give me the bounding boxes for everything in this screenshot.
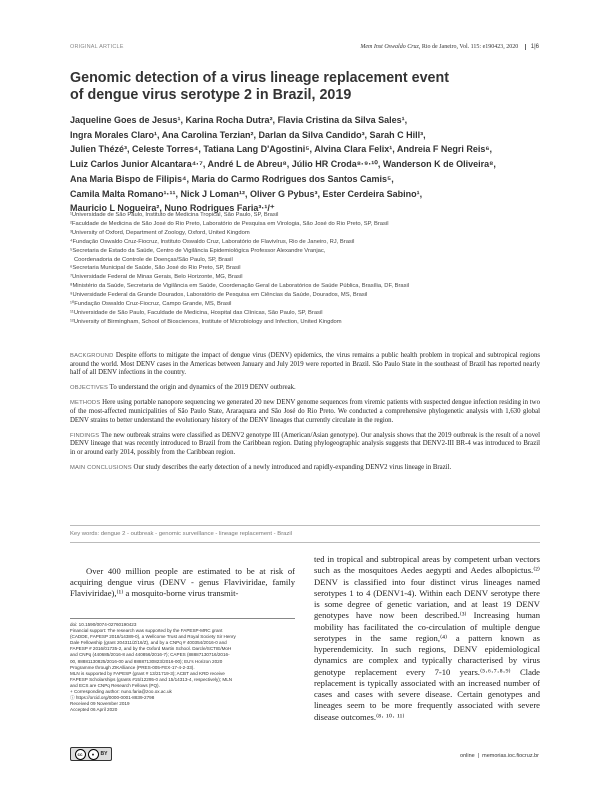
affiliation: ¹Universidade de São Paulo, Instituto de Medicina Tropical, São Paulo, SP, Brasil <box>70 212 279 218</box>
affiliation: ⁸Ministério da Saúde, Secretaria de Vigilância em Saúde, Coordenação Geral de Laboratórios de Saúde Pública, Brasília, DF, Brasil <box>70 283 410 290</box>
corresponding-author-email[interactable]: + Corresponding author: nuno.faria@zoo.ox.ac.uk <box>70 689 172 695</box>
abstract-conclusions: MAIN CONCLUSIONS Our study describes the early detection of a newly introduced and rapidly-expanding DENV2 virus lineage in Brazil. <box>70 463 452 471</box>
citation: Rio de Janeiro, Vol. 115: e190423, 2020 <box>421 44 519 50</box>
footer-url[interactable]: memorias.ioc.fiocruz.br <box>482 753 539 759</box>
running-header <box>360 44 539 50</box>
abstract-findings: FINDINGS The new outbreak strains were classified as DENV2 genotype III (American/Asian genotype). Our analysis shows that the 2019 outbreak is the result of a novel DENV lineage that was recently introduced to Brazil from the Caribbean region. Dating phylogeographic analysis suggests that DENV2-III BR-4 was introduced to Brazil in or around early 2014, possibly from the Caribbean region. <box>70 431 540 456</box>
affiliation: Coordenadoria de Controle de Doenças/São Paulo, SP, Brasil <box>74 256 233 263</box>
footer-label: online <box>460 753 475 759</box>
author-line: Ingra Morales Claro¹, Ana Carolina Terzian², Darlan da Silva Candido³, Sarah C Hill³, <box>70 129 426 140</box>
author-line: Ana Maria Bispo de Filipis⁴, Maria do Carmo Rodrigues dos Santos Camis⁵, <box>70 173 394 184</box>
affiliation: ⁴Fundação Oswaldo Cruz-Fiocruz, Instituto Oswaldo Cruz, Laboratório de Flavivírus, Rio de Janeiro, RJ, Brasil <box>70 238 355 245</box>
keywords: Key words: dengue 2 - outbreak - genomic surveillance - lineage replacement - Brazil <box>70 525 540 543</box>
person-icon: ● <box>88 749 99 760</box>
title-line: Genomic detection of a virus lineage replacement event <box>70 70 449 86</box>
title-line: of dengue virus serotype 2 in Brazil, 2019 <box>70 87 352 103</box>
affiliation: ³University of Oxford, Department of Zoology, Oxford, United Kingdom <box>70 229 250 236</box>
orcid-link[interactable]: ⓘ https://orcid.org/0000-0001-8839-2798 <box>70 695 155 701</box>
footer: online | memorias.ioc.fiocruz.br <box>460 753 539 759</box>
affiliation: ⁷Universidade Federal de Minas Gerais, Belo Horizonte, MG, Brasil <box>70 274 243 281</box>
conclusions-label: MAIN CONCLUSIONS <box>70 464 132 471</box>
methods-label: METHODS <box>70 400 101 407</box>
by-label: BY <box>100 751 108 757</box>
abstract <box>70 352 540 479</box>
abstract-background: BACKGROUND Despite efforts to mitigate the impact of dengue virus (DENV) epidemics, the virus remains a public health problem in tropical and subtropical regions around the world. Most DENV cases in the Americas between January and July 2019 were reported in Brazil. São Paulo State in the southeast of Brazil has reported nearly half of all DENV infections in the country. <box>70 352 540 377</box>
affiliation: ⁹Universidade Federal da Grande Dourados, Laboratório de Pesquisa em Ciências da Saúde, Dourados, MS, Brasil <box>70 292 368 299</box>
affiliations <box>70 211 540 327</box>
article-title <box>70 70 540 104</box>
affiliation: ⁶Secretaria Municipal de Saúde, São José do Rio Preto, SP, Brasil <box>70 265 241 272</box>
page-number: 1|6 <box>525 44 539 50</box>
section-label: ORIGINAL ARTICLE <box>70 44 124 50</box>
affiliation: ¹⁰Fundação Oswaldo Cruz-Fiocruz, Campo Grande, MS, Brasil <box>70 301 232 308</box>
footnotes: doi: 10.1590/0074-02760190423 Financial support: The research was supported by the FAPESP-MRC grant (CADDE, FAPESP 2018/14389-0), a Wellcome Trust and Royal Society Sir Henry Dale Fellowship (grant 204311/Z/16/Z), and by a CNPq # 400354/2016-0 and FAPESP # 2016/01735-2, and by the Oxford Martin School. Darcle/SCTIE/MoH and CNPq (440685/2016-8 and 440856/2016-7); CAPES (88887130716/2016- 00, 88881130825/2016-00 and 88887130823/2016-00); EU's Horizon 2020 Programme through ZIKAlliance (PRES-005-FEX-17-4-2-33). MLN is supported by FAPESP (grant # 13/21719-3); ACBT and KRD receive FAPESP Scholarships (grants #15/12295-0 and 15/14313-4, respectively); MLN and ECS are CNPq Research Fellows (PQ). + Corresponding author: nuno.faria@zoo.ox.ac.uk ⓘ https://orcid.org/0000-0001-8839-2798 Received 09 November 2019 Accepted 06 April 2020 <box>70 618 295 713</box>
author-line: Julien Thézé³, Celeste Torres⁴, Tatiana Lang D'Agostini⁵, Alvina Clara Felix¹, Andreia F Negri Reis⁶, <box>70 144 493 155</box>
author-line: Jaqueline Goes de Jesus¹, Karina Rocha Dutra², Flavia Cristina da Silva Sales¹, <box>70 115 408 125</box>
affiliation: ¹²University of Birmingham, School of Biosciences, Institute of Microbiology and Infection, United Kingdom <box>70 318 342 325</box>
author-line: Luiz Carlos Junior Alcantara⁴·⁷, André L de Abreu⁸, Júlio HR Croda⁸·⁹·¹⁰, Wanderson K de Oliveira⁸, <box>70 159 496 170</box>
abstract-methods: METHODS Here using portable nanopore sequencing we generated 20 new DENV genome sequences from viremic patients with suspected dengue infection residing in two of the most-affected municipalities of São Paulo State, Araraquara and São José do Rio Preto. We conducted a comprehensive phylogenetic analysis with 1,630 global DENV strains to better understand the evolutionary history of the DENV lineages that currently circulate in the region. <box>70 399 540 424</box>
abstract-objectives: OBJECTIVES To understand the origin and dynamics of the 2019 DENV outbreak. <box>70 384 296 392</box>
cc-icon: cc <box>75 749 86 760</box>
author-line: Mauricio L Nogueira², Nuno Rodrigues Faria³·¹/⁺ <box>70 203 275 214</box>
background-label: BACKGROUND <box>70 353 114 359</box>
intro-paragraph-right: ted in tropical and subtropical areas by competent urban vectors such as the mosquitoes Aedes aegypti and Aedes albopictus.⁽²⁾ DENV is classified into four distinct virus lineages named serotypes 1 to 4 (DENV1-4). Within each DENV serotype there is some degree of genetic variation, and at least 19 DENV genotypes have now been described.⁽³⁾ Increasing human mobility has facilitated the co-circulation of multiple dengue serotypes in the same region,⁽⁴⁾ a pattern known as hyperendemicity. In such regions, DENV epidemiological dynamics are complex and typically characterised by virus genotype replacement every 7-10 years.⁽⁵·⁶·⁷·⁸·⁹⁾ Clade replacement is typically associated with an increased number of cases and cases with severe disease. Certain genotypes and lineages seem to be more frequently associated with severe disease outcomes.⁽⁸· ¹⁰· ¹¹⁾ <box>314 554 540 722</box>
affiliation: ⁵Secretaria de Estado da Saúde, Centro de Vigilância Epidemiológica Professor Alexandre Vranjac, <box>70 247 326 254</box>
affiliation: ²Faculdade de Medicina de São José do Rio Preto, Laboratório de Pesquisa em Virologia, São José do Rio Preto, SP, Brasil <box>70 220 389 227</box>
intro-paragraph-left: Over 400 million people are estimated to be at risk of acquiring dengue virus (DENV - genus Flaviviridae, family Flaviviridae),⁽¹⁾ a mosquito-borne virus transmit- <box>70 566 295 598</box>
cc-license-badge[interactable] <box>70 747 112 761</box>
journal-name: Mem Inst Oswaldo Cruz, <box>360 44 421 50</box>
affiliation: ¹¹Universidade de São Paulo, Faculdade de Medicina, Hospital das Clínicas, São Paulo, SP, Brasil <box>70 309 323 316</box>
author-list <box>70 113 540 216</box>
findings-label: FINDINGS <box>70 432 100 439</box>
objectives-label: OBJECTIVES <box>70 385 109 392</box>
author-line: Camila Malta Romano¹·¹¹, Nick J Loman¹², Oliver G Pybus³, Ester Cerdeira Sabino¹, <box>70 188 423 199</box>
